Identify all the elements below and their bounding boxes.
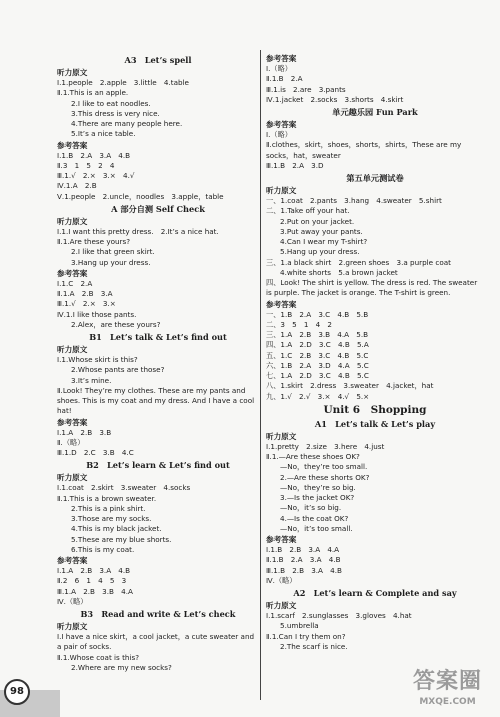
answer-line: 2.Whose pants are those? xyxy=(71,365,165,375)
answer-line: Ⅲ.1.A 2.B 3.B 4.A xyxy=(57,586,133,596)
subsection-label: 参考答案 xyxy=(266,54,297,63)
subsection-label: 参考答案 xyxy=(57,556,88,565)
answer-line: 3.It’s mine. xyxy=(71,375,112,385)
answer-line: 三、1.a black shirt 2.green shoes 3.a purple coat xyxy=(266,257,451,267)
answer-line: 4.—Is the coat OK? xyxy=(280,513,349,523)
answer-line: 4.white shorts 5.a brown jacket xyxy=(280,267,398,277)
answer-line: Ⅱ.1.Can I try them on? xyxy=(266,631,346,641)
answer-line: 3.Those are my socks. xyxy=(71,514,152,523)
section-heading: B3 Read and write & Let’s check xyxy=(80,609,236,619)
answer-line: 六、1.B 2.A 3.D 4.A 5.C xyxy=(266,360,369,370)
answer-line: 九、1.√ 2.√ 3.× 4.√ 5.× xyxy=(266,391,370,401)
answer-line: 八、1.skirt 2.dress 3.sweater 4.jacket，hat xyxy=(266,381,434,391)
answer-line: Ⅱ.1.Are these yours? xyxy=(57,237,131,246)
answer-line: 一、1.B 2.A 3.C 4.B 5.B xyxy=(266,309,369,319)
answer-line: Ⅰ.1.coat 2.skirt 3.sweater 4.socks xyxy=(57,483,191,493)
answer-line: 2.This is a pink shirt. xyxy=(71,503,146,513)
answer-line: Ⅰ.1.C 2.A xyxy=(57,278,93,288)
answer-line: 4.This is my black jacket. xyxy=(71,524,162,534)
section-heading: 第五单元测试卷 xyxy=(346,173,404,183)
answer-line: Ⅰ.1.A 2.B 3.B xyxy=(57,427,112,437)
answer-line: 2.I like to eat noodles. xyxy=(71,98,151,108)
answer-line: Ⅱ.2 6 1 4 5 3 xyxy=(57,576,127,586)
answer-line: —No，it’s too small. xyxy=(280,523,353,533)
subsection-label: 参考答案 xyxy=(57,417,88,427)
subsection-label: 听力原文 xyxy=(57,345,88,354)
answer-line: Ⅴ.1.people 2.uncle，noodles 3.apple，table xyxy=(57,191,224,201)
answer-line: Ⅱ.3 1 5 2 4 xyxy=(57,160,115,170)
answer-line: 3.Hang up your dress. xyxy=(71,257,151,267)
answer-line: 2.The scarf is nice. xyxy=(280,641,348,651)
answer-line: 2.I like that green skirt. xyxy=(71,247,155,257)
subsection-label: 听力原文 xyxy=(57,473,88,483)
answer-line: Ⅰ.1.B 2.B 3.A 4.A xyxy=(266,545,340,554)
answer-line: Ⅱ.（略） xyxy=(57,437,85,447)
answer-line: Ⅰ.1.I want this pretty dress. 2.It’s a nice hat. xyxy=(57,226,219,236)
answer-line: 二、1.Take off your hat. xyxy=(266,206,350,216)
answer-line: Ⅱ.1.B 2.A 3.A 4.B xyxy=(266,555,341,565)
answer-line: 七、1.A 2.D 3.C 4.B 5.C xyxy=(266,371,369,380)
subsection-label: 参考答案 xyxy=(57,268,88,278)
answer-line: 五、1.C 2.B 3.C 4.B 5.C xyxy=(266,350,369,360)
answer-line: 2.Where are my new socks? xyxy=(71,662,172,672)
answer-line: Ⅲ.1.√ 2.× 3.× 4.√ xyxy=(57,171,135,180)
answer-line: Ⅰ.1.pretty 2.size 3.here 4.just xyxy=(266,441,385,451)
section-heading: A1 Let’s talk & Let’s play xyxy=(314,418,436,429)
section-heading: 单元趣乐园 Fun Park xyxy=(332,107,418,117)
answer-line: 5.umbrella xyxy=(280,621,319,631)
section-heading: B2 Let’s learn & Let’s find out xyxy=(86,460,230,471)
answer-line: Ⅱ.1.B 2.A xyxy=(266,74,303,84)
subsection-label: 听力原文 xyxy=(266,601,297,610)
subsection-label: 参考答案 xyxy=(266,535,297,544)
answer-line: Ⅱ.1.—Are these shoes OK? xyxy=(266,452,360,461)
answer-line: 3.—Is the jacket OK? xyxy=(280,493,355,502)
answer-line: Ⅰ.（略） xyxy=(266,64,292,73)
answer-line: Ⅳ.1.A 2.B xyxy=(57,181,97,191)
page-number: 98 xyxy=(4,679,30,705)
answer-line: 6.This is my coat. xyxy=(71,544,135,554)
answer-line: —No，they’re so big. xyxy=(280,482,356,492)
answer-line: Ⅰ.1.A 2.B 3.A 4.B xyxy=(57,566,131,575)
right-column xyxy=(266,53,484,652)
answer-line: Ⅰ.1.B 2.A 3.A 4.B xyxy=(57,150,131,160)
subsection-label: 参考答案 xyxy=(266,120,297,129)
answer-line: Ⅳ.（略） xyxy=(57,596,88,606)
answer-paragraph: 四、Look! The shirt is yellow. The dress is red. The sweater is purple. The jacket is orange. The T-shirt is green. xyxy=(266,278,478,298)
answer-line: 2.Put on your jacket. xyxy=(280,216,355,226)
answer-line: Ⅰ.（略） xyxy=(266,130,292,139)
answer-line: 2.Alex，are these yours? xyxy=(71,319,161,329)
subsection-label: 听力原文 xyxy=(57,216,88,226)
answer-line: Ⅱ.1.This is an apple. xyxy=(57,88,129,98)
answer-line: Ⅳ.（略） xyxy=(266,575,297,585)
answer-line: 一、1.coat 2.pants 3.hang 4.sweater 5.shirt xyxy=(266,196,442,205)
subsection-label: 听力原文 xyxy=(266,431,297,441)
answer-line: 5.These are my blue shorts. xyxy=(71,534,172,544)
answer-line: 2.—Are these shorts OK? xyxy=(280,472,370,482)
answer-line: 二、3 5 1 4 2 xyxy=(266,319,332,329)
section-heading: A2 Let’s learn & Complete and say xyxy=(293,588,457,598)
subsection-label: 听力原文 xyxy=(266,186,297,195)
answer-line: Ⅰ.1.Whose skirt is this? xyxy=(57,355,138,364)
answer-line: Ⅳ.1.I like those pants. xyxy=(57,309,137,319)
unit-title: Unit 6 Shopping xyxy=(323,403,427,416)
answer-paragraph: Ⅱ.Look! They’re my clothes. These are my pants and shoes. This is my coat and my dress. And I have a cool hat! xyxy=(57,385,255,416)
answer-line: 四、1.A 2.D 3.C 4.B 5.A xyxy=(266,340,369,350)
watermark-text: 答案圈 xyxy=(412,669,482,694)
answer-line: Ⅰ.1.scarf 2.sunglasses 3.gloves 4.hat xyxy=(266,611,412,620)
watermark-logo xyxy=(400,668,495,714)
left-column xyxy=(57,53,259,673)
answer-line: Ⅰ.1.people 2.apple 3.little 4.table xyxy=(57,78,189,87)
column-divider xyxy=(260,50,261,700)
subsection-label: 听力原文 xyxy=(57,622,88,631)
answer-line: Ⅱ.1.This is a brown sweater. xyxy=(57,493,157,503)
subsection-label: 参考答案 xyxy=(266,299,297,309)
answer-line: Ⅱ.1.A 2.B 3.A xyxy=(57,289,113,298)
section-heading: A3 Let’s spell xyxy=(124,55,192,65)
section-heading: B1 Let’s talk & Let’s find out xyxy=(89,332,227,342)
answer-line: 5.Hang up your dress. xyxy=(280,247,360,257)
answer-line: Ⅲ.1.B 2.A 3.D xyxy=(266,160,324,170)
answer-line: 5.It’s a nice table. xyxy=(71,129,136,139)
answer-line: 三、1.A 2.B 3.B 4.A 5.B xyxy=(266,330,369,339)
answer-line: 4.There are many people here. xyxy=(71,119,183,128)
answer-line: —No，it’s so big. xyxy=(280,503,342,513)
watermark-url: MXQE.COM xyxy=(419,697,476,707)
subsection-label: 参考答案 xyxy=(57,140,88,150)
answer-paragraph: Ⅱ.clothes，skirt，shoes，shorts，shirts，These are my socks，hat，sweater xyxy=(266,140,462,160)
answer-paragraph: Ⅰ.I have a nice skirt，a cool jacket，a cute sweater and a pair of socks. xyxy=(57,632,255,652)
answer-line: Ⅲ.1.√ 2.× 3.× xyxy=(57,299,116,309)
answer-line: Ⅱ.1.Whose coat is this? xyxy=(57,652,140,662)
section-heading: A 部分自测 Self Check xyxy=(111,203,205,214)
answer-line: Ⅲ.1.is 2.are 3.pants xyxy=(266,84,346,94)
subsection-label: 听力原文 xyxy=(57,68,88,77)
answer-line: —No，they’re too small. xyxy=(280,462,368,472)
answer-line: Ⅲ.1.B 2.B 3.A 4.B xyxy=(266,565,342,575)
answer-line: 3.Put away your pants. xyxy=(280,226,363,236)
answer-line: 3.This dress is very nice. xyxy=(71,108,160,118)
answer-line: Ⅳ.1.jacket 2.socks 3.shorts 4.skirt xyxy=(266,94,404,104)
answer-line: Ⅲ.1.D 2.C 3.B 4.C xyxy=(57,448,134,457)
answer-line: 4.Can I wear my T-shirt? xyxy=(280,237,368,246)
